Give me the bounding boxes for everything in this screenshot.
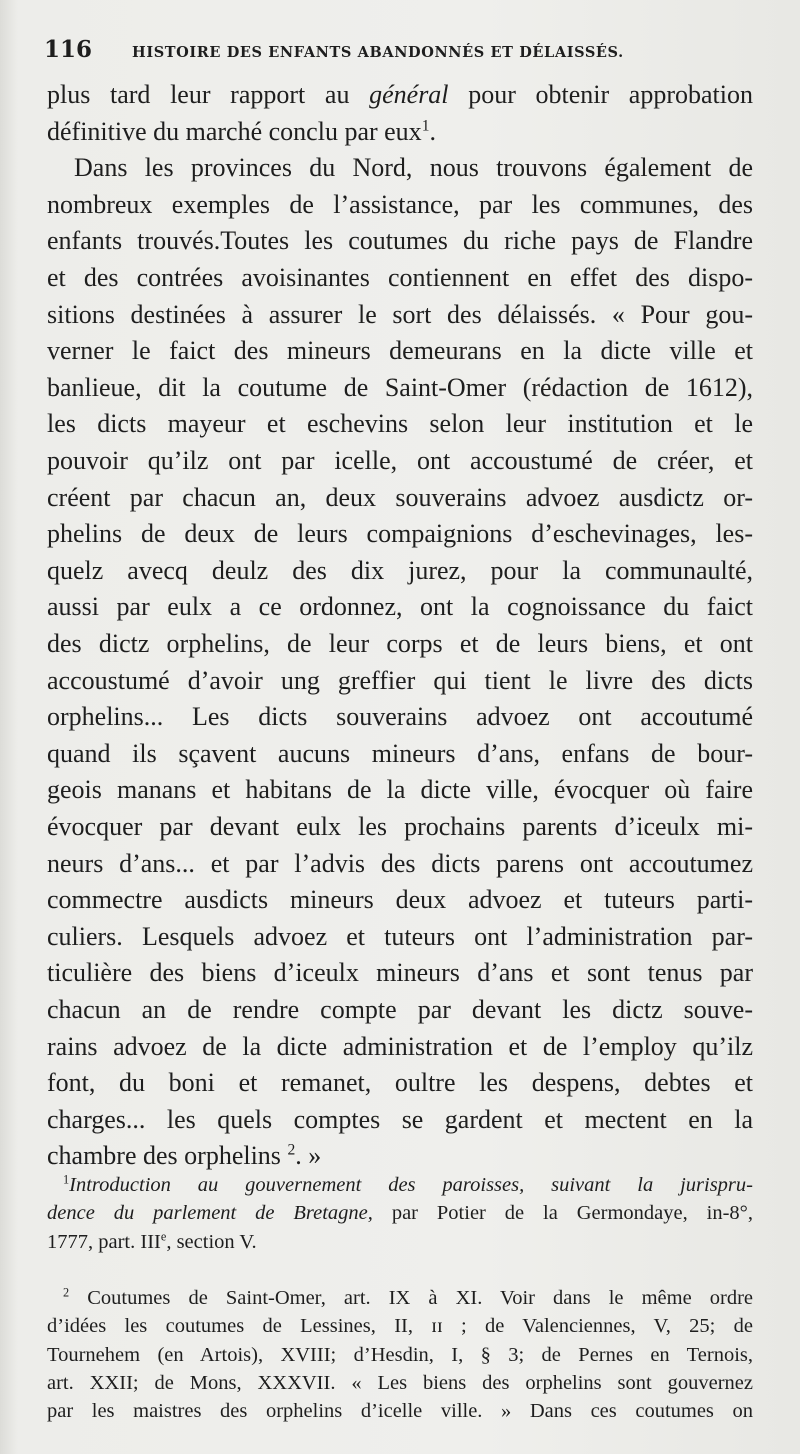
body-line [47,480,753,516]
body-line [47,114,753,150]
text-span: nombreux exemples de l’assistance, par les communes, des [47,190,753,219]
body-line [47,77,753,113]
text-span: aussi par eulx a ce ordonnez, ont la cognoissance du faict [47,592,753,621]
body-line [74,150,753,186]
body-line [47,553,753,589]
footnote-line [63,1284,753,1312]
footnote-marker: e [160,1229,167,1244]
text-span: . [429,117,436,146]
text-span: , section V. [166,1231,257,1253]
text-span: ticulière des biens d’iceulx mineurs d’ans et sont tenus par [47,958,753,987]
text-span: pouvoir qu’ilz ont par icelle, ont accoustumé de créer, et [47,446,753,475]
text-span: verner le faict des mineurs demeurans en la dicte ville et [47,336,753,365]
page-header [44,36,760,66]
text-span: définitive du marché conclu par eux [47,117,422,146]
text-span: chacun an de rendre compte par devant les dictz souve- [47,995,753,1024]
text-span: art. XXII; de Mons, XXXVII. « Les biens des orphelins sont gouvernez [47,1372,753,1394]
text-span: chambre des orphelins [47,1141,288,1170]
text-span: neurs d’ans... et par l’advis des dicts parens ont accoutumez [47,849,753,878]
body-line [47,297,753,333]
text-span: les dicts mayeur et eschevins selon leur institution et le [47,409,753,438]
footnote-line [47,1228,753,1256]
footnote-marker: 2 [63,1285,70,1300]
italic-text: dence du parlement de Bretagne, [47,1202,373,1224]
body-line [47,1138,753,1174]
body-line [47,663,753,699]
body-line [47,406,753,442]
body-line [47,919,753,955]
text-span: orphelins... Les dicts souverains advoez ont accoutumé [47,702,753,731]
text-span: commectre ausdicts mineurs deux advoez et tuteurs parti- [47,885,753,914]
text-span: quelz avecq deulz des dix jurez, pour la communaulté, [47,556,753,585]
body-line [47,846,753,882]
text-span: sitions destinées à assurer le sort des délaissés. « Pour gou- [47,300,753,329]
footnote-marker: 1 [63,1172,70,1187]
text-span: et des contrées avoisinantes contiennent en effet des dispo- [47,263,753,292]
text-span: charges... les quels comptes se gardent et mectent en la [47,1105,753,1134]
italic-text: général [369,80,449,109]
body-line [47,772,753,808]
body-line [47,223,753,259]
text-span: Dans les provinces du Nord, nous trouvons également de [74,153,753,182]
italic-text: Introduction au gouvernement des paroisses, suivant la jurispru- [69,1174,753,1196]
text-span: accoustumé d’avoir ung greffier qui tient le livre des dicts [47,666,753,695]
body-line [47,626,753,662]
page-number: 116 [44,36,93,63]
text-span: des dictz orphelins, de leur corps et de leurs biens, et ont [47,629,753,658]
body-line [47,1065,753,1101]
text-span: banlieue, dit la coutume de Saint-Omer (rédaction de 1612), [47,373,753,402]
running-title: HISTOIRE DES ENFANTS ABANDONNÉS ET DÉLAISSÉS. [132,44,624,61]
body-line [47,699,753,735]
footnote-line [63,1171,753,1199]
text-span: quand ils sçavent aucuns mineurs d’ans, enfans de bour- [47,739,753,768]
body-line [47,589,753,625]
footnote-marker: 2 [287,1141,296,1159]
body-line [47,443,753,479]
text-span: Coutumes de Saint-Omer, art. IX à XI. Voir dans le même ordre [69,1287,753,1309]
text-span: créent par chacun an, deux souverains advoez ausdictz or- [47,483,753,512]
text-span: d’idées les coutumes de Lessines, II, ɪɪ ; de Valenciennes, V, 25; de [47,1315,753,1337]
body-line [47,333,753,369]
body-line [47,809,753,845]
footnote-line [47,1397,753,1425]
text-span: plus tard leur rapport au [47,80,370,109]
body-line [47,260,753,296]
text-span: pour obtenir approbation [448,80,753,109]
body-line [47,992,753,1028]
text-span: par Potier de la Germondaye, in-8°, [372,1202,753,1224]
text-span: phelins de deux de leurs compaignions d’eschevinages, les- [47,519,753,548]
body-line [47,187,753,223]
footnote-line [47,1199,753,1227]
text-span: enfants trouvés.Toutes les coutumes du riche pays de Flandre [47,226,753,255]
footnote-marker: 1 [421,117,430,135]
text-span: font, du boni et remanet, oultre les despens, debtes et [47,1068,753,1097]
body-line [47,955,753,991]
body-line [47,516,753,552]
text-span: culiers. Lesquels advoez et tuteurs ont l’administration par- [47,922,753,951]
text-span: Tournehem (en Artois), XVIII; d’Hesdin, I, § 3; de Pernes en Ternois, [47,1344,753,1366]
text-span: par les maistres des orphelins d’icelle ville. » Dans ces coutumes on [47,1400,753,1422]
body-line [47,882,753,918]
text-span: . » [295,1141,322,1170]
text-span: évocquer par devant eulx les prochains parents d’iceulx mi- [47,812,753,841]
text-span: rains advoez de la dicte administration et de l’employ qu’ilz [47,1032,753,1061]
body-line [47,1029,753,1065]
body-line [47,370,753,406]
text-span: geois manans et habitans de la dicte ville, évocquer où faire [47,775,753,804]
body-line [47,736,753,772]
text-span: 1777, part. III [47,1231,161,1253]
footnote-line [47,1312,753,1340]
body-line [47,1102,753,1138]
footnote-line [47,1341,753,1369]
footnote-line [47,1369,753,1397]
